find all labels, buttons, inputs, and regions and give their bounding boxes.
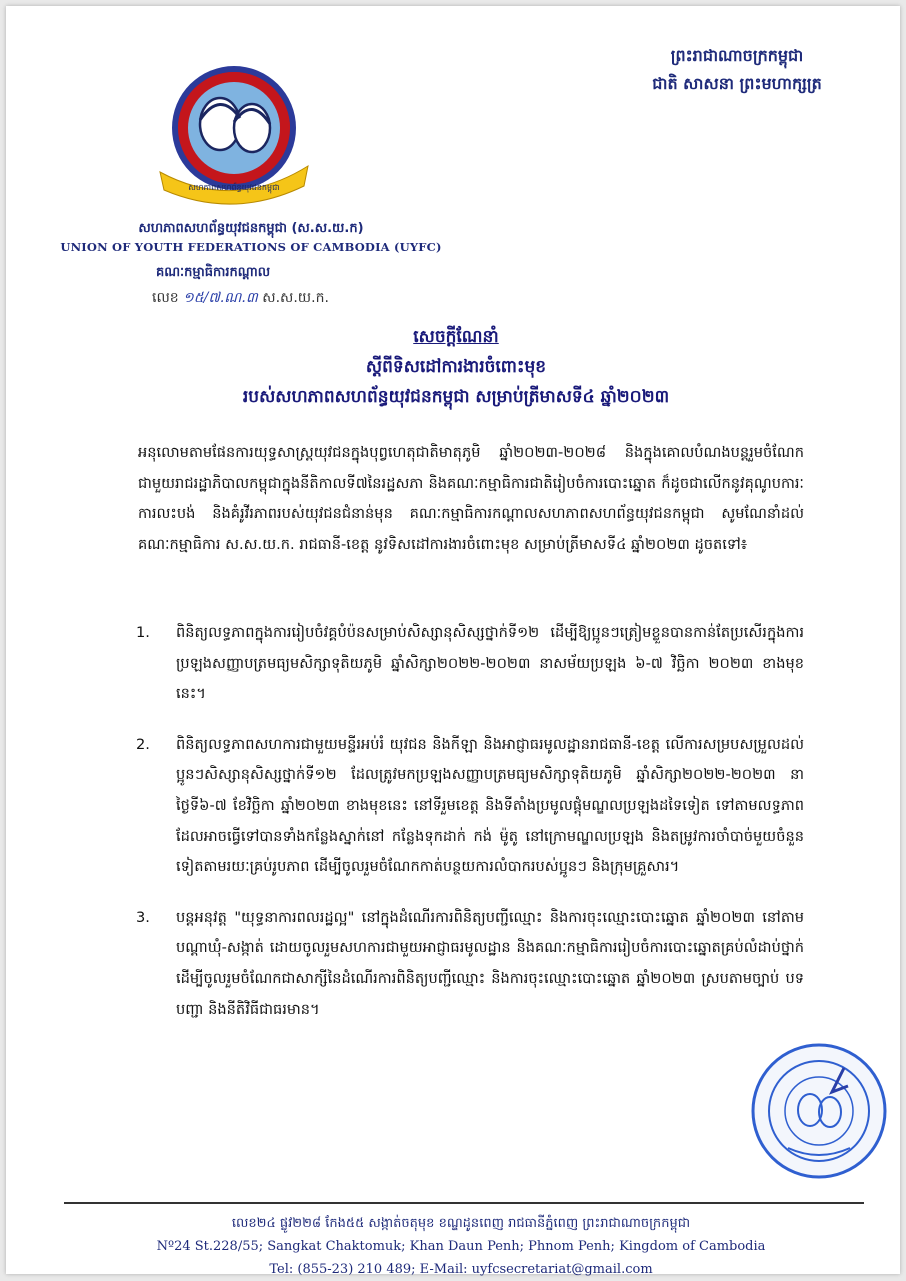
item-text: បន្តអនុវត្ត "យុទ្ធនាការពលរដ្ឋល្អ" នៅក្នុងដំណើរការពិនិត្យបញ្ជីឈ្មោះ និងការចុះឈ្មោះបោះឆ្នោត ឆ្នាំ២០២៣ នៅតាមបណ្ដាឃុំ-សង្កាត់ ដោយចូលរួមសហការជាមួយអាជ្ញាធរមូលដ្ឋាន និងគណៈកម្មាធិការរៀបចំការបោះឆ្នោតគ្រប់លំដាប់ថ្នាក់ ដើម្បីចូលរួមចំណែកជាសាក្សីនៃដំណើរការពិនិត្យបញ្ជីឈ្មោះ និងការចុះឈ្មោះបោះឆ្នោត ឆ្នាំ២០២៣ ស្របតាមច្បាប់ បទបញ្ជា និងនីតិវិធីជាធរមាន។ xyxy=(176,908,804,1018)
official-seal-icon xyxy=(748,1040,890,1182)
ref-suffix: ស.ស.យ.ក. xyxy=(262,290,329,306)
title-line3: របស់សហភាពសហព័ន្ធយុវជនកម្ពុជា សម្រាប់ត្រីមាសទី៤ ឆ្នាំ២០២៣ xyxy=(242,387,670,407)
footer-address-kh: លេខ២៤ ផ្លូវ២២៨ កែង៥៥ សង្កាត់ចតុមុខ ខណ្ឌដូនពេញ រាជធានីភ្នំពេញ ព្រះរាជាណាចក្រកម្ពុជា xyxy=(231,1216,691,1231)
directive-list xyxy=(136,618,804,1045)
footer-contact: Tel: (855-23) 210 489; E-Mail: uyfcsecretariat@gmail.com xyxy=(269,1262,653,1277)
logo-ribbon-text: សហភាពសហព័ន្ធយុវជនកម្ពុជា xyxy=(188,183,280,192)
ref-prefix: លេខ xyxy=(152,290,179,306)
item-text: ពិនិត្យលទ្ធភាពក្នុងការរៀបចំវគ្គបំប៉នសម្រាប់សិស្សានុសិស្សថ្នាក់ទី១២ ដើម្បីឱ្យប្អូនៗត្រៀមខ្លួនបានកាន់តែប្រសើរក្នុងការប្រឡងសញ្ញាបត្រមធ្យមសិក្សាទុតិយភូមិ ឆ្នាំសិក្សា២០២២-២០២៣ នាសម័យប្រឡង ៦-៧ វិច្ឆិកា ២០២៣ ខាងមុខនេះ។ xyxy=(176,624,804,703)
reference-number xyxy=(152,288,329,309)
org-name-en: UNION OF YOUTH FEDERATIONS OF CAMBODIA (UYFC) xyxy=(60,240,442,254)
item-number: 3. xyxy=(136,908,150,926)
org-name-kh: សហភាពសហព័ន្ធយុវជនកម្ពុជា (ស.ស.យ.ក) xyxy=(138,221,364,236)
intro-text: អនុលោមតាមផែនការយុទ្ធសាស្ត្រយុវជនក្នុងបុព្វហេតុជាតិមាតុភូមិ ឆ្នាំ២០២៣-២០២៨ និងក្នុងគោលបំណងបន្តរួមចំណែកជាមួយរាជរដ្ឋាភិបាលកម្ពុជាក្នុងនីតិកាលទី៧នៃរដ្ឋសភា និងគណៈកម្មាធិការជាតិរៀបចំការបោះឆ្នោត ក៏ដូចជាលើកនូវគុណូបការៈ ការលះបង់ និងគំរូវីរភាពរបស់យុវជនជំនាន់មុន គណៈកម្មាធិការកណ្ដាលសហភាពសហព័ន្ធយុវជនកម្ពុជា សូមណែនាំដល់ គណៈកម្មាធិការ ស.ស.យ.ក. រាជធានី-ខេត្ត នូវទិសដៅការងារចំពោះមុខ សម្រាប់ត្រីមាសទី៤ ឆ្នាំ២០២៣ ដូចតទៅ៖ xyxy=(138,444,804,553)
list-item xyxy=(136,903,804,1025)
kingdom-motto xyxy=(612,42,862,98)
org-committee: គណៈកម្មាធិការកណ្ដាល xyxy=(156,265,271,280)
document-title xyxy=(66,322,846,412)
item-text: ពិនិត្យលទ្ធភាពសហការជាមួយមន្ទីរអប់រំ យុវជន និងកីឡា និងអាជ្ញាធរមូលដ្ឋានរាជធានី-ខេត្ត លើការសម្របសម្រួលដល់ប្អូនៗសិស្សានុសិស្សថ្នាក់ទី១២ ដែលត្រូវមកប្រឡងសញ្ញាបត្រមធ្យមសិក្សាទុតិយភូមិ ឆ្នាំសិក្សា២០២២-២០២៣ នាថ្ងៃទី៦-៧ ខែវិច្ឆិកា ឆ្នាំ២០២៣ ខាងមុខនេះ នៅទីរួមខេត្ត និងទីតាំងប្រមូលផ្ដុំមណ្ឌលប្រឡងដទៃទៀត ទៅតាមលទ្ធភាពដែលអាចធ្វើទៅបានទាំងកន្លែងស្នាក់នៅ កន្លែងទុកដាក់ កង់ ម៉ូតូ នៅក្រោមណ្ឌលប្រឡង និងតម្រូវការចាំបាច់មួយចំនួនទៀតតាមរយៈគ្រប់រូបភាព ដើម្បីចូលរួមចំណែកកាត់បន្ថយការលំបាករបស់ប្អូនៗ និងក្រុមគ្រួសារ។ xyxy=(176,735,804,876)
footer-address-en: Nº24 St.228/55; Sangkat Chaktomuk; Khan Daun Penh; Phnom Penh; Kingdom of Cambodia xyxy=(156,1239,766,1254)
list-item xyxy=(136,618,804,710)
footer xyxy=(46,1212,876,1281)
uyfc-logo-icon xyxy=(154,62,314,212)
document-page xyxy=(6,6,900,1277)
ref-handwritten: ១៥/៧.ណ.៣ xyxy=(183,290,258,306)
footer-divider xyxy=(64,1202,864,1204)
intro-paragraph xyxy=(110,438,804,560)
item-number: 1. xyxy=(136,624,150,641)
title-line1: សេចក្ដីណែនាំ xyxy=(413,327,499,347)
kingdom-line1: ព្រះរាជាណាចក្រកម្ពុជា xyxy=(670,46,804,65)
kingdom-line2: ជាតិ សាសនា ព្រះមហាក្សត្រ xyxy=(652,74,822,93)
list-item xyxy=(136,730,804,883)
title-line2: ស្ដីពីទិសដៅការងារចំពោះមុខ xyxy=(365,357,547,377)
item-number: 2. xyxy=(136,735,150,753)
